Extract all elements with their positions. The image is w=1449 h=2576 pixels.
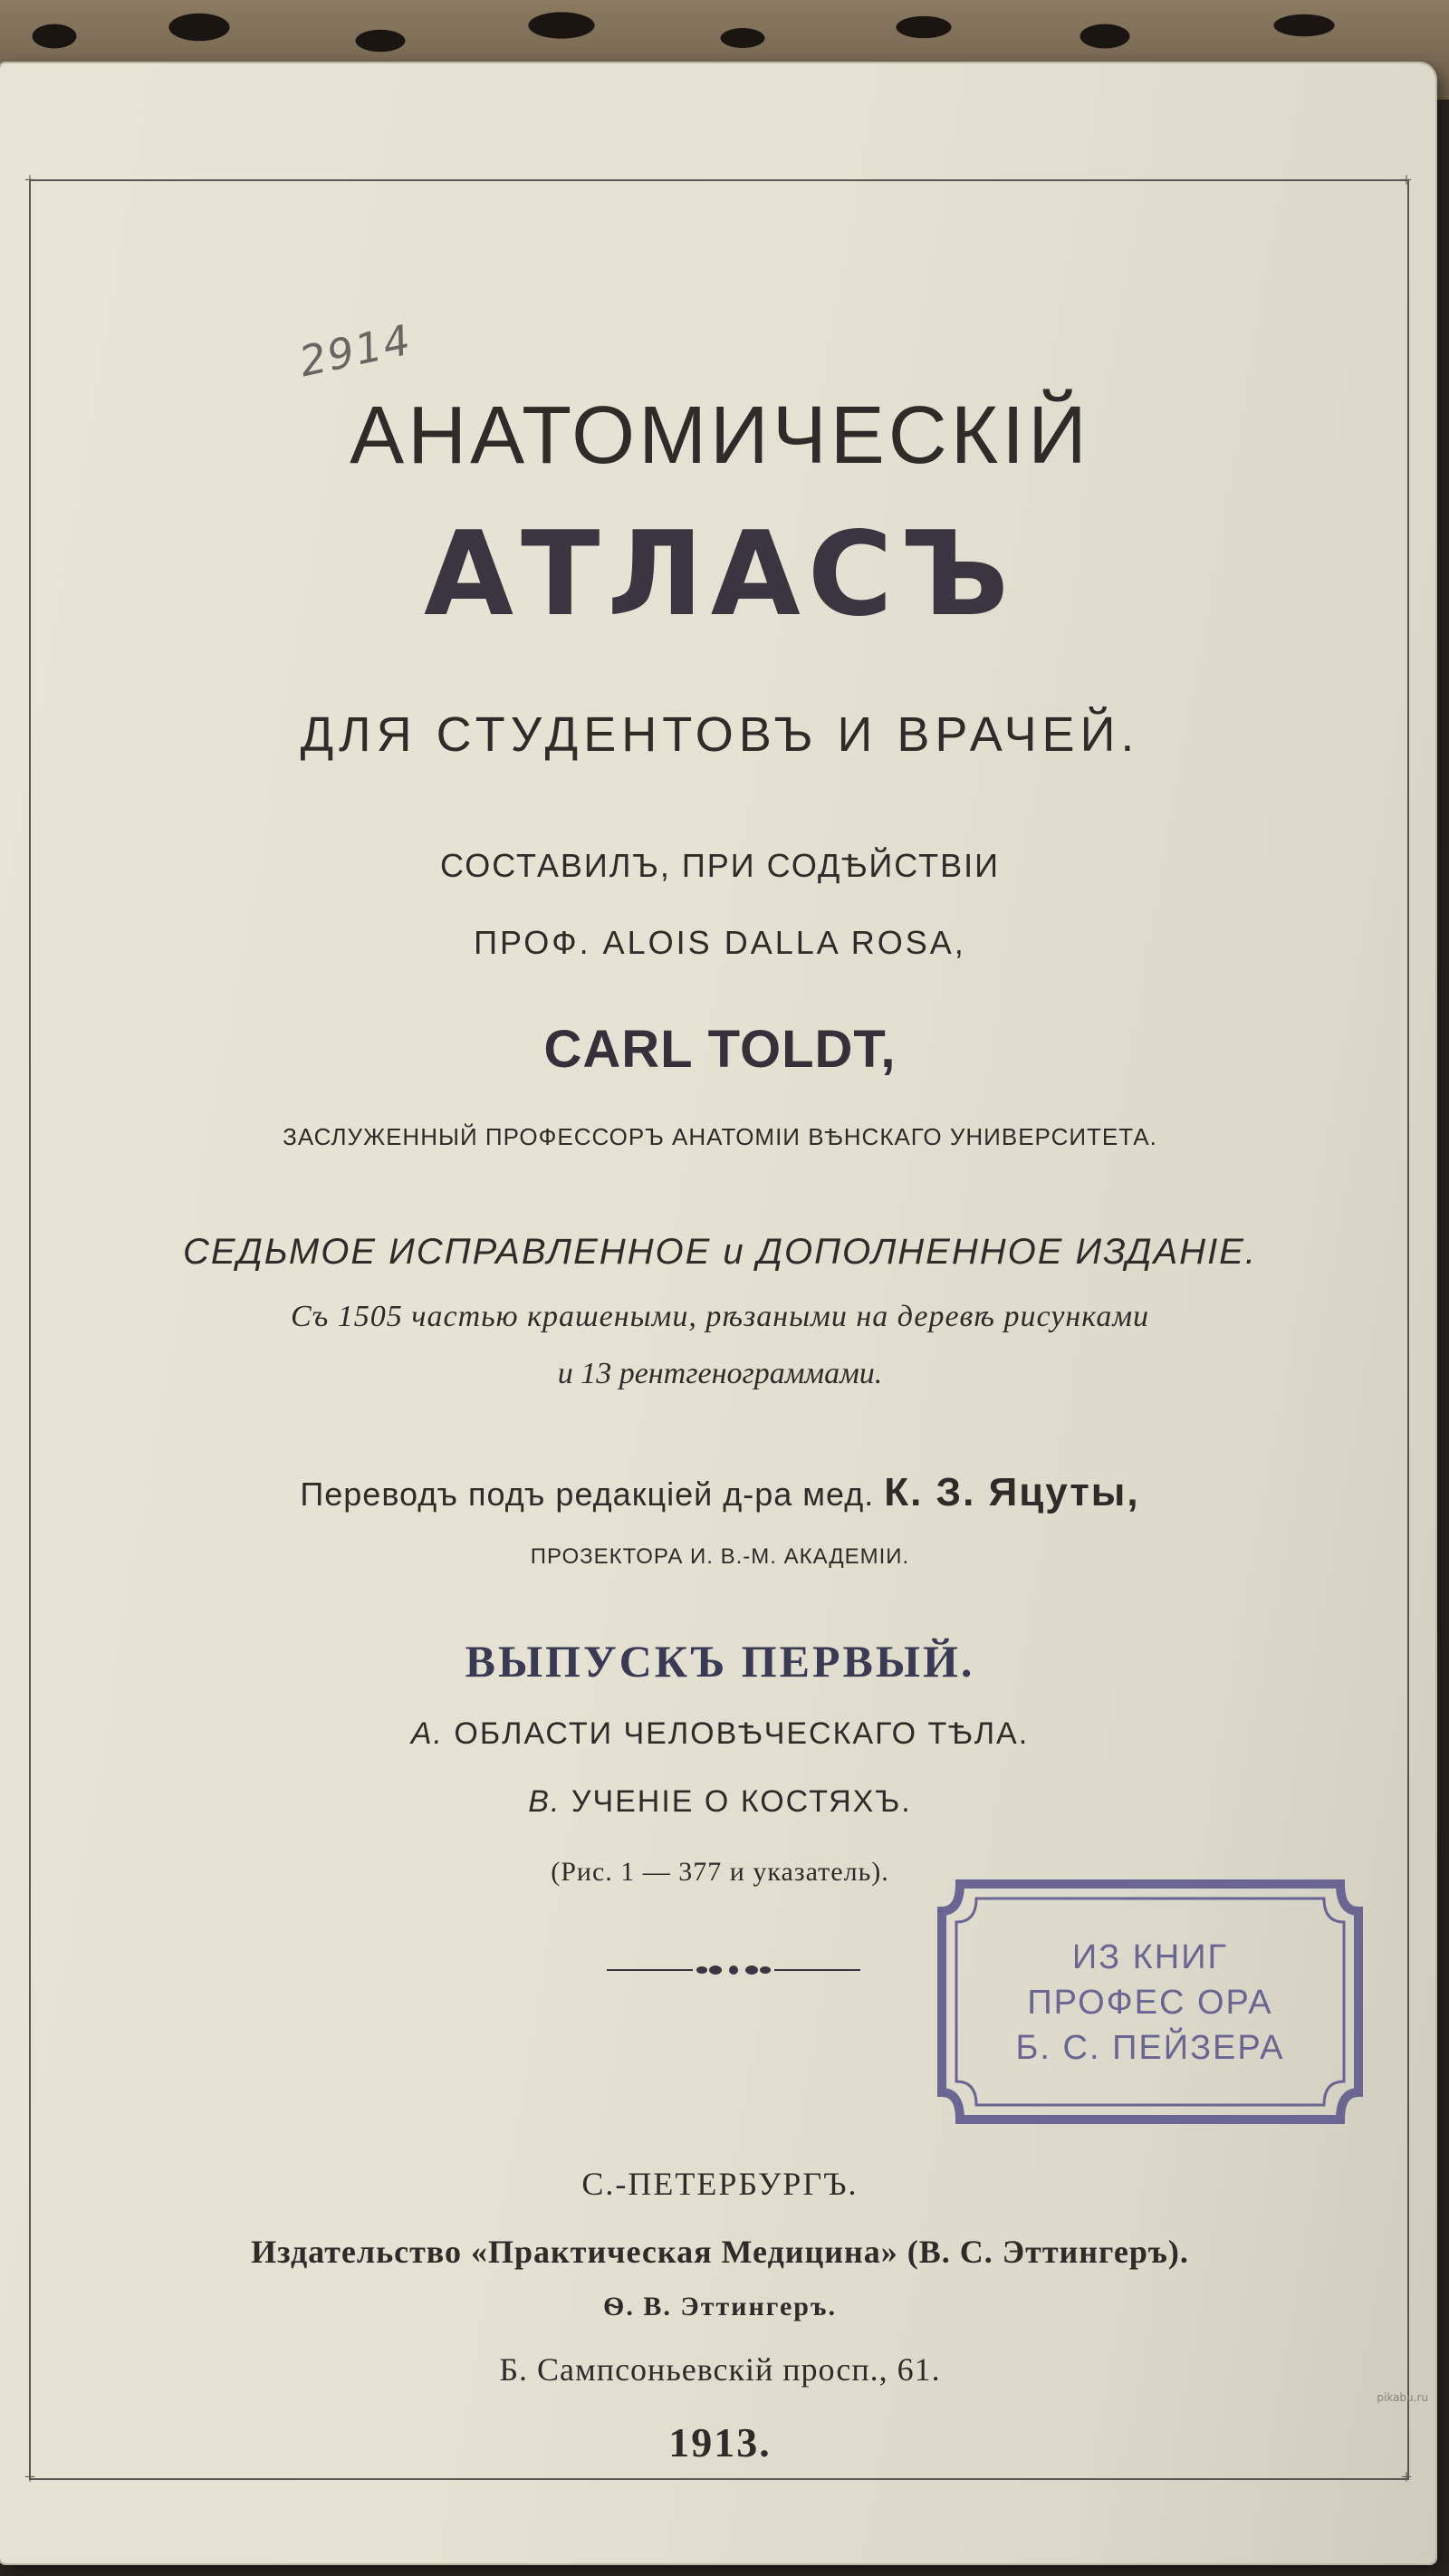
stamp-line-1: ИЗ КНИГ [1071,1938,1229,1976]
issue-heading: ВЫПУСКЪ ПЕРВЫЙ. [465,1636,975,1687]
publisher-line: Издательство «Практическая Медицина» (В. С. Эттингеръ). [251,2234,1189,2270]
title-line-3: ДЛЯ СТУДЕНТОВЪ И ВРАЧЕЙ. [300,707,1140,762]
translator-name: К. З. Яцуты, [884,1470,1140,1514]
author-title: ЗАСЛУЖЕННЫЙ ПРОФЕССОРЪ АНАТОМІИ ВѢНСКАГО УНИВЕРСИТЕТА. [283,1123,1157,1150]
frame-corner-ornament: + [24,168,36,191]
title-page [0,63,1435,2563]
site-watermark: pikabu.ru [1377,2391,1428,2404]
publication-year: 1913. [668,2419,772,2465]
translation-lead: Переводъ подъ редакціей д-ра мед. [300,1475,875,1513]
edition-line: СЕДЬМОЕ ИСПРАВЛЕННОЕ и ДОПОЛНЕННОЕ ИЗДАНІЕ. [183,1232,1257,1272]
illustrations-line-2: и 13 рентгенограммами. [557,1357,883,1390]
figures-range: (Рис. 1 — 377 и указатель). [551,1857,889,1887]
title-page-content [54,208,1386,2465]
title-line-1: АНАТОМИЧЕСКІЙ [350,390,1090,481]
library-stamp [933,1875,1367,2129]
handwritten-inventory-number: 2914 [294,314,417,387]
stamp-line-2: ПРОФЕС ОРА [1027,1984,1273,2022]
part-b-title: УЧЕНІЕ О КОСТЯХЪ. [571,1784,912,1819]
title-line-2: АТЛАСЪ [424,507,1016,642]
translator-title: ПРОЗЕКТОРА И. В.-М. АКАДЕМІИ. [530,1544,910,1569]
part-a-letter: A. [410,1716,444,1751]
translation-line [54,1470,1386,1515]
illustrations-line-1: Съ 1505 частью крашеными, рѣзаными на деревѣ рисунками [290,1300,1150,1333]
part-b [54,1784,1386,1820]
frame-corner-ornament: + [24,2465,36,2488]
co-author-line: ПРОФ. ALOIS DALLA ROSA, [474,924,966,961]
stamp-line-3: Б. С. ПЕЙЗЕРА [1015,2029,1285,2067]
part-a-title: ОБЛАСТИ ЧЕЛОВѢЧЕСКАГО ТѢЛА. [454,1716,1030,1751]
publisher-owner: Ѳ. В. Эттингеръ. [603,2292,837,2321]
part-b-letter: B. [528,1784,561,1819]
publisher-address: Б. Сампсоньевскій просп., 61. [499,2351,941,2388]
compiled-note: СОСТАВИЛЪ, ПРИ СОДѢЙСТВІИ [440,847,1000,884]
author-name: CARL TOLDT, [543,1020,897,1079]
publication-city: С.-ПЕТЕРБУРГЪ. [581,2166,859,2202]
frame-corner-ornament: + [1400,168,1413,191]
part-a [54,1716,1386,1752]
ornament-divider [607,1956,860,1984]
frame-corner-ornament: + [1400,2465,1413,2488]
